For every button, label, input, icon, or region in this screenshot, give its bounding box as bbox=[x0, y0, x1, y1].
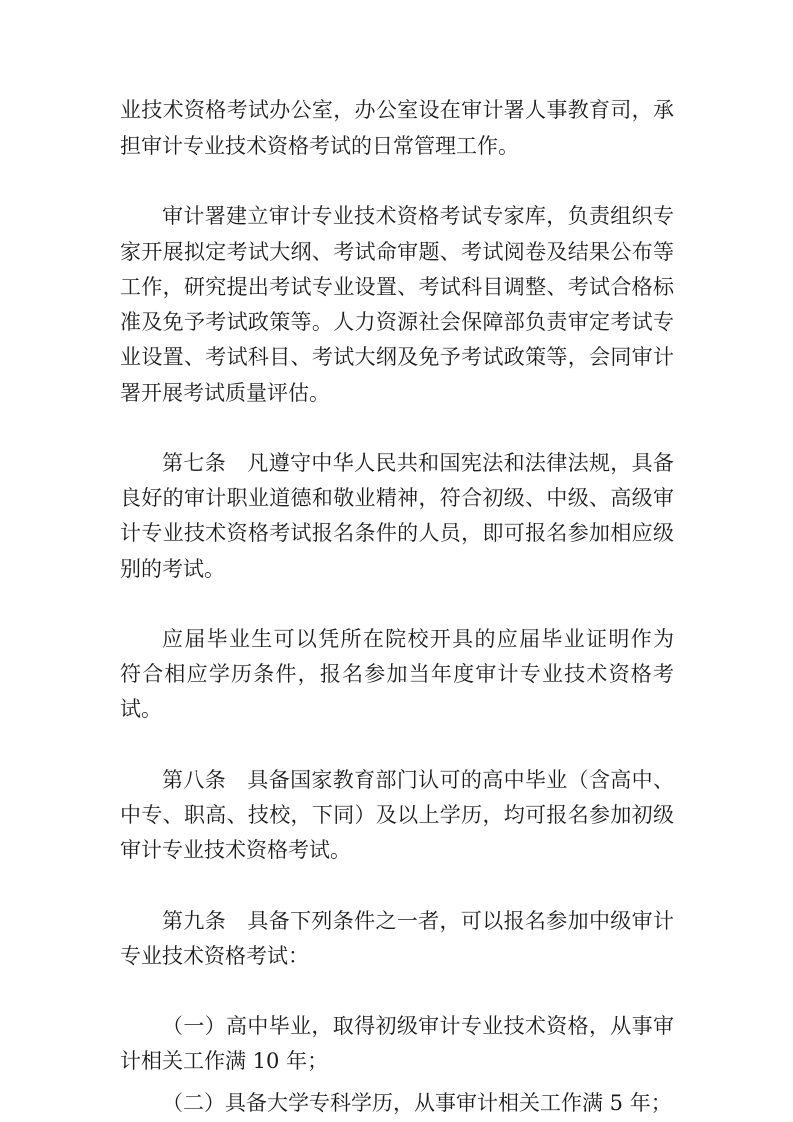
paragraph-4-line-2: 符合相应学历条件，报名参加当年度审计专业技术资格考 bbox=[120, 662, 674, 686]
paragraph-2-line-2: 家开展拟定考试大纲、考试命审题、考试阅卷及结果公布等 bbox=[120, 240, 674, 264]
paragraph-2-line-5: 业设置、考试科目、考试大纲及免予考试政策等，会同审计 bbox=[120, 345, 674, 369]
article-7-line-3: 计专业技术资格考试报名条件的人员，即可报名参加相应级 bbox=[120, 521, 674, 545]
item-1-line-1: （一）高中毕业，取得初级审计专业技术资格，从事审 bbox=[162, 1014, 674, 1038]
paragraph-1-line-2: 担审计专业技术资格考试的日常管理工作。 bbox=[120, 134, 519, 158]
paragraph-4-line-3: 试。 bbox=[120, 697, 162, 721]
article-9-line-1: 第九条 具备下列条件之一者，可以报名参加中级审计 bbox=[162, 909, 674, 933]
paragraph-2-line-6: 署开展考试质量评估。 bbox=[120, 381, 330, 405]
article-8-line-1: 第八条 具备国家教育部门认可的高中毕业（含高中、 bbox=[162, 768, 674, 792]
paragraph-2-line-3: 工作，研究提出考试专业设置、考试科目调整、考试合格标 bbox=[120, 275, 674, 299]
article-8-line-2: 中专、职高、技校，下同）及以上学历，均可报名参加初级 bbox=[120, 803, 674, 827]
article-7-line-2: 良好的审计职业道德和敬业精神，符合初级、中级、高级审 bbox=[120, 486, 674, 510]
article-8-line-3: 审计专业技术资格考试。 bbox=[120, 838, 351, 862]
paragraph-1-line-1: 业技术资格考试办公室，办公室设在审计署人事教育司，承 bbox=[120, 98, 674, 122]
item-1-line-2: 计相关工作满 10 年； bbox=[120, 1049, 329, 1073]
paragraph-4-line-1: 应届毕业生可以凭所在院校开具的应届毕业证明作为 bbox=[162, 627, 674, 651]
paragraph-2-line-1: 审计署建立审计专业技术资格考试专家库，负责组织专 bbox=[162, 204, 674, 228]
article-9-line-2: 专业技术资格考试： bbox=[120, 944, 309, 968]
article-7-line-1: 第七条 凡遵守中华人民共和国宪法和法律法规，具备 bbox=[162, 451, 674, 475]
item-2-line-1: （二）具备大学专科学历，从事审计相关工作满 5 年； bbox=[162, 1091, 672, 1115]
paragraph-2-line-4: 准及免予考试政策等。人力资源社会保障部负责审定考试专 bbox=[120, 310, 674, 334]
article-7-line-4: 别的考试。 bbox=[120, 557, 225, 581]
